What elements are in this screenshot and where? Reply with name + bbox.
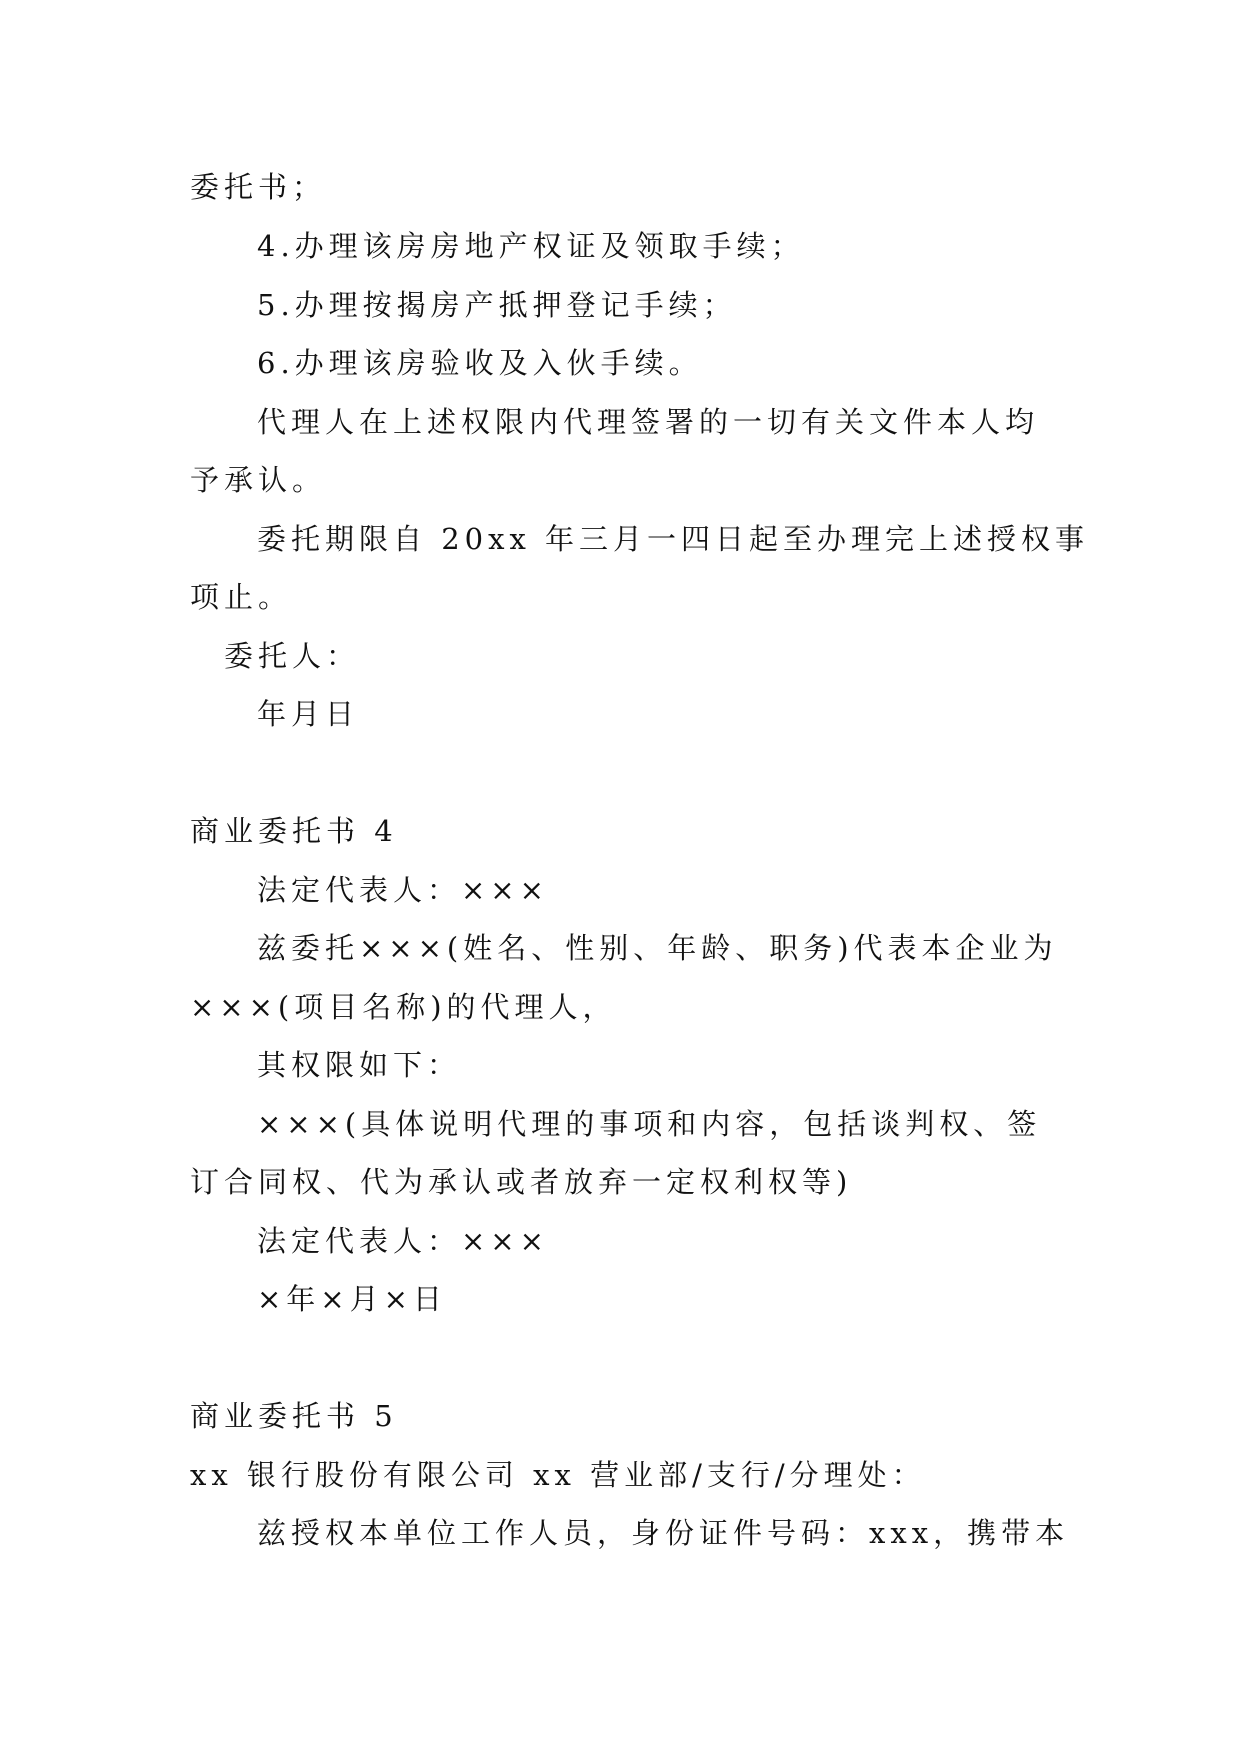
text-line: 其权限如下： (257, 1048, 462, 1082)
text-line: 订合同权、代为承认或者放弃一定权利权等) (190, 1165, 853, 1199)
text-line: ×××(项目名称)的代理人， (190, 990, 617, 1024)
text-line: 兹授权本单位工作人员，身份证件号码：xxx，携带本 (257, 1516, 1070, 1550)
text-line: 5.办理按揭房产抵押登记手续； (257, 288, 737, 322)
text-line: 委托人： (224, 639, 361, 673)
text-line: 予承认。 (190, 463, 327, 497)
text-line: 4.办理该房房地产权证及领取手续； (257, 229, 805, 263)
text-line: 法定代表人：××× (257, 1224, 549, 1258)
text-line: 项止。 (190, 580, 293, 614)
text-line: ×××(具体说明代理的事项和内容，包括谈判权、签 (257, 1107, 1042, 1141)
text-line: 年月日 (257, 697, 360, 731)
section-heading: 商业委托书 4 (190, 814, 398, 848)
text-line: 6.办理该房验收及入伙手续。 (257, 346, 703, 380)
text-line: xx 银行股份有限公司 xx 营业部/支行/分理处： (190, 1458, 926, 1492)
text-line: 法定代表人：××× (257, 873, 549, 907)
section-heading: 商业委托书 5 (190, 1399, 398, 1433)
text-line: 委托期限自 20xx 年三月一四日起至办理完上述授权事 (257, 522, 1090, 556)
text-line: ×年×月×日 (257, 1282, 447, 1316)
text-line: 委托书； (190, 170, 327, 204)
text-line: 代理人在上述权限内代理签署的一切有关文件本人均 (257, 405, 1040, 439)
text-line: 兹委托×××(姓名、性别、年龄、职务)代表本企业为 (257, 931, 1058, 965)
